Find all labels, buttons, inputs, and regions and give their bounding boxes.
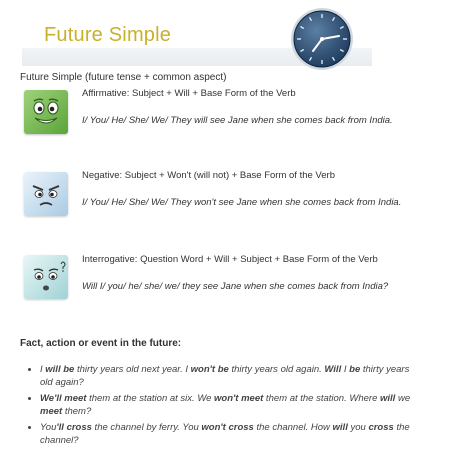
- fact-bold-text: Will: [324, 364, 342, 375]
- fact-text: You: [40, 422, 57, 433]
- fact-bold-text: meet: [40, 405, 63, 417]
- negative-example: I/ You/ He/ She/ We/ They won't see Jane when she comes back from India.: [82, 197, 402, 208]
- fact-text: thirty years old again.: [228, 364, 325, 375]
- subtitle: Future Simple (future tense + common aspect): [20, 72, 227, 83]
- fact-bold-text: will be: [45, 364, 75, 375]
- fact-text: them?: [62, 405, 92, 417]
- negative-rule: Negative: Subject + Won't (will not) + Base Form of the Verb: [82, 170, 335, 181]
- page-title: Future Simple: [44, 24, 172, 46]
- fact-text: them at the station at six. We: [86, 393, 215, 404]
- fact-text: we: [395, 393, 411, 404]
- fact-list-item: [40, 393, 420, 418]
- fact-bold-text: will: [380, 393, 396, 404]
- clock-icon: [289, 6, 355, 72]
- fact-bold-text: won't cross: [201, 422, 254, 433]
- fact-text: them at the station. Where: [263, 393, 380, 404]
- facts-heading: Fact, action or event in the future:: [20, 338, 182, 349]
- fact-text: thirty years old again?: [40, 364, 410, 388]
- fact-list-item: [40, 364, 420, 389]
- fact-bold-text: We'll meet: [40, 393, 87, 404]
- puzzled-face-icon: [24, 255, 68, 299]
- fact-text: the channel by ferry. You: [91, 422, 202, 433]
- angry-face-icon: [24, 172, 68, 216]
- fact-bold-text: won't meet: [214, 393, 264, 404]
- fact-bold-text: cross: [368, 422, 394, 433]
- fact-text: I: [40, 364, 46, 375]
- affirmative-example: I/ You/ He/ She/ We/ They will see Jane when she comes back from India.: [82, 115, 393, 126]
- fact-text: the channel?: [40, 422, 410, 446]
- affirmative-rule: Affirmative: Subject + Will + Base Form of the Verb: [82, 88, 296, 99]
- happy-face-icon: [24, 90, 68, 134]
- facts-list: [22, 364, 420, 451]
- fact-list-item: [40, 422, 420, 447]
- interrogative-example: Will I/ you/ he/ she/ we/ they see Jane when she comes back from India?: [82, 281, 389, 292]
- fact-text: you: [347, 422, 369, 433]
- fact-bold-text: be: [349, 364, 361, 375]
- interrogative-rule: Interrogative: Question Word + Will + Subject + Base Form of the Verb: [82, 254, 378, 265]
- fact-bold-text: 'll cross: [56, 422, 92, 433]
- fact-text: I: [341, 364, 350, 375]
- fact-text: the channel. How: [253, 422, 333, 433]
- fact-bold-text: will: [332, 422, 348, 433]
- fact-text: thirty years old next year. I: [74, 364, 191, 375]
- fact-bold-text: won't be: [190, 364, 229, 375]
